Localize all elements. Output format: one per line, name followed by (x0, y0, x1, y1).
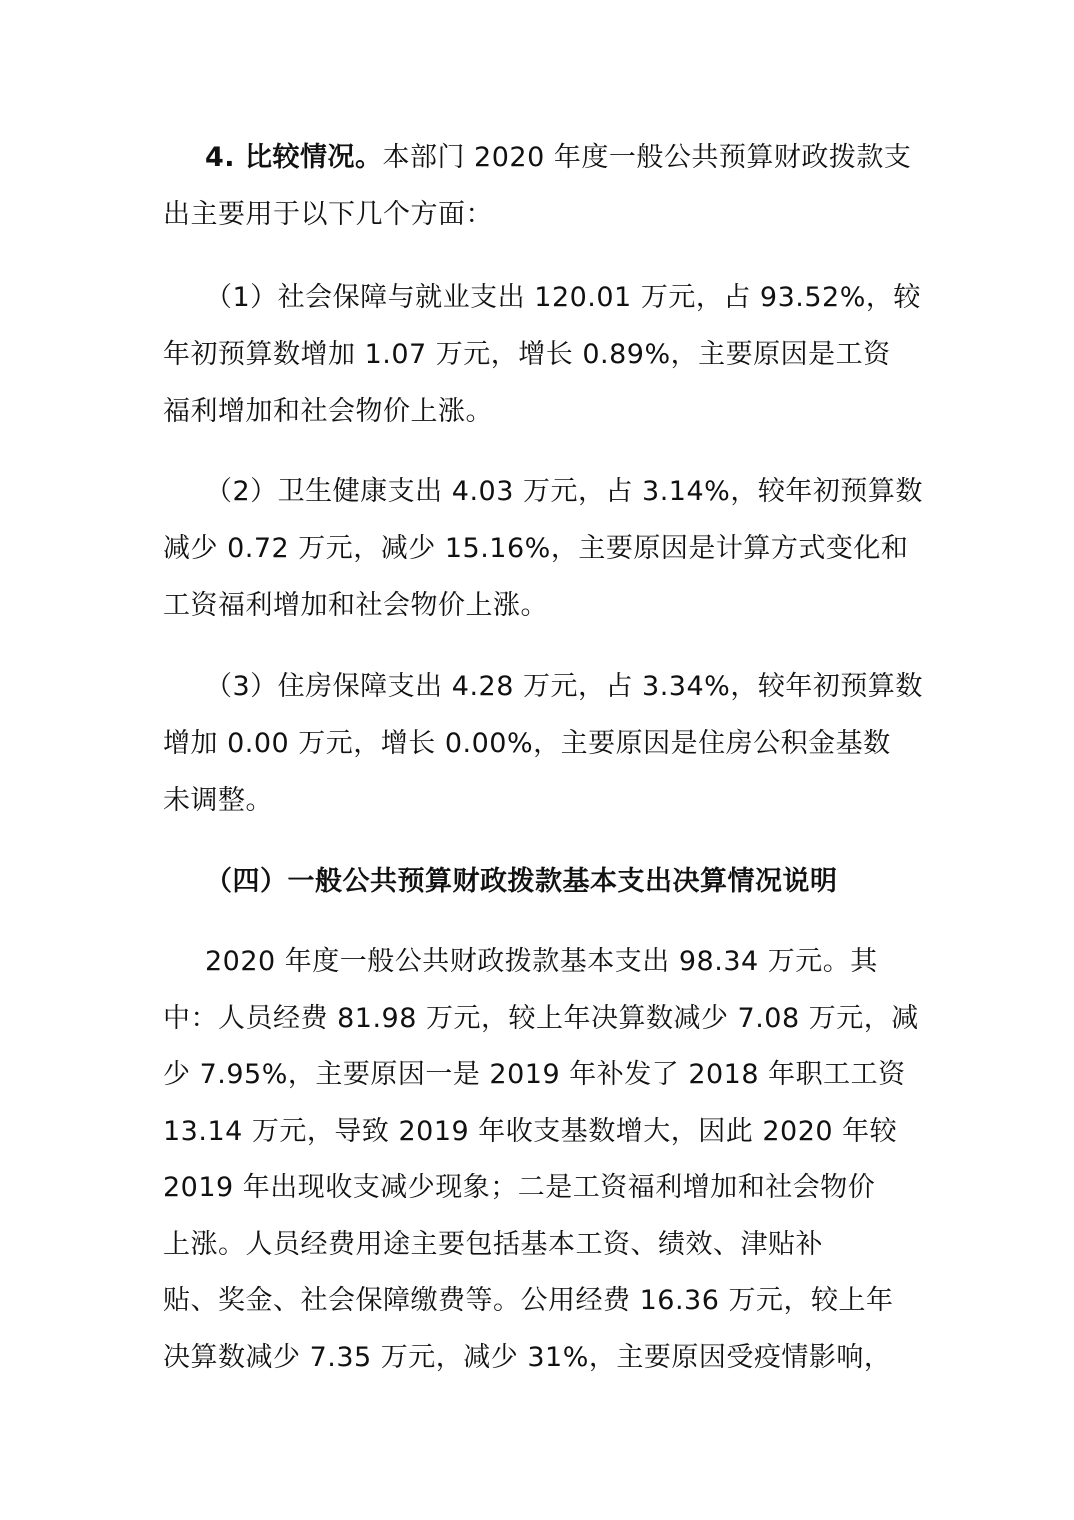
section4-lead-bold: 4. 比较情况。 (205, 142, 383, 173)
item3-line-2: 增加 0.00 万元，增长 0.00%，主要原因是住房公积金基数 (163, 728, 891, 759)
section-heading-4: （四）一般公共预算财政拨款基本支出决算情况说明 (205, 866, 838, 897)
basic-line-4: 13.14 万元，导致 2019 年收支基数增大，因此 2020 年较 (163, 1116, 898, 1147)
basic-line-8: 决算数减少 7.35 万元，减少 31%，主要原因受疫情影响， (163, 1342, 892, 1373)
item3-line-1: （3）住房保障支出 4.28 万元，占 3.34%，较年初预算数 (205, 671, 923, 702)
item1-line-2: 年初预算数增加 1.07 万元，增长 0.89%，主要原因是工资 (163, 339, 891, 370)
item2-line-3: 工资福利增加和社会物价上涨。 (163, 590, 548, 621)
item3-line-3: 未调整。 (163, 785, 273, 816)
section4-line-2: 出主要用于以下几个方面： (163, 199, 493, 230)
basic-line-2: 中：人员经费 81.98 万元，较上年决算数减少 7.08 万元，减 (163, 1003, 919, 1034)
basic-line-7: 贴、奖金、社会保障缴费等。公用经费 16.36 万元，较上年 (163, 1285, 894, 1316)
item2-line-1: （2）卫生健康支出 4.03 万元，占 3.14%，较年初预算数 (205, 476, 923, 507)
section4-lead-rest: 本部门 2020 年度一般公共预算财政拨款支 (382, 142, 912, 173)
item1-line-3: 福利增加和社会物价上涨。 (163, 396, 493, 427)
item2-line-2: 减少 0.72 万元，减少 15.16%，主要原因是计算方式变化和 (163, 533, 909, 564)
item1-line-1: （1）社会保障与就业支出 120.01 万元，占 93.52%，较 (205, 282, 921, 313)
section4-line-1 (205, 138, 911, 178)
basic-line-1: 2020 年度一般公共财政拨款基本支出 98.34 万元。其 (205, 946, 878, 977)
basic-line-3: 少 7.95%，主要原因一是 2019 年补发了 2018 年职工工资 (163, 1059, 906, 1090)
basic-line-5: 2019 年出现收支减少现象；二是工资福利增加和社会物价 (163, 1172, 876, 1203)
basic-line-6: 上涨。人员经费用途主要包括基本工资、绩效、津贴补 (163, 1229, 823, 1260)
